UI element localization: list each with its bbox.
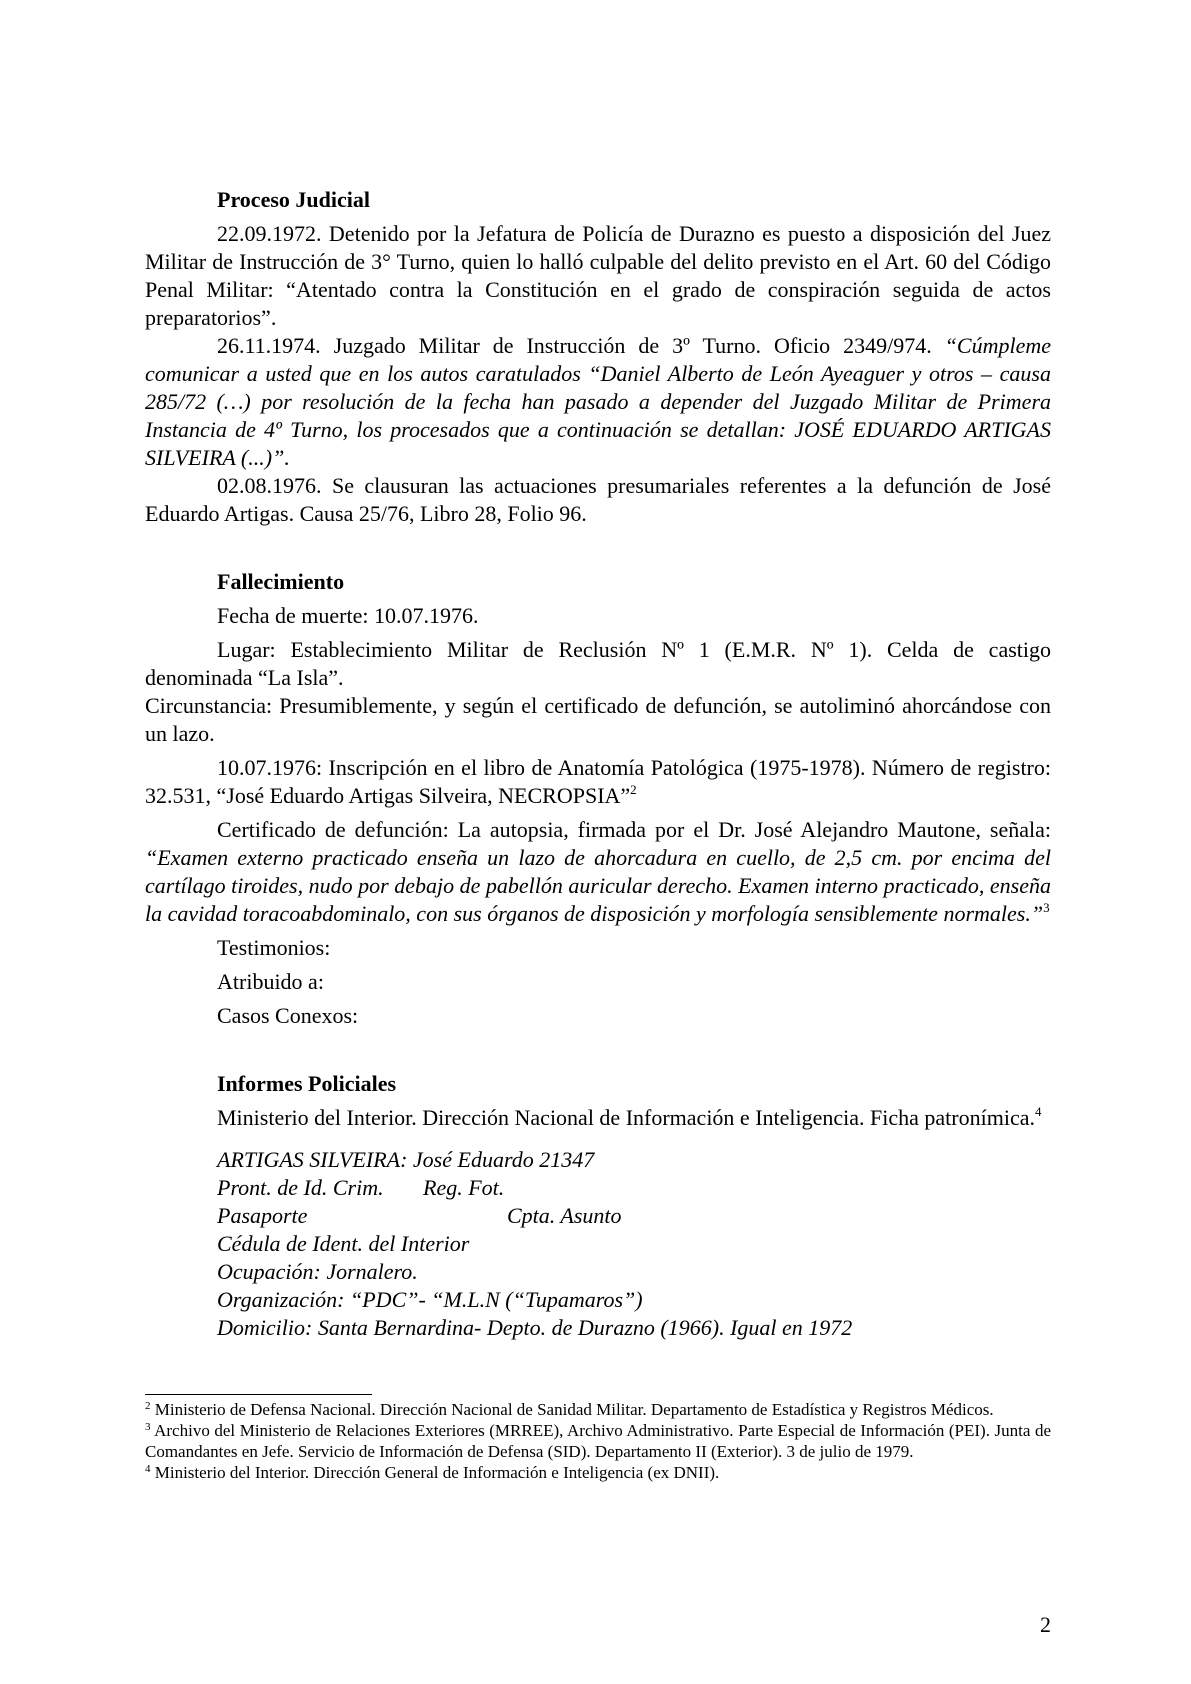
proceso-2-quote: “Cúmpleme comunicar a usted que en los autos caratulados “Daniel Alberto de León Ayeaguer y otros – causa 285/72 (…) por resolución de la fecha han pasado a depender del Juzgado Militar de Primera Instancia de 4º Turno, los procesados que a continuación se detallan: JOSÉ EDUARDO ARTIGAS SILVEIRA (...)”. — [145, 333, 1051, 470]
lugar: Lugar: Establecimiento Militar de Reclusión Nº 1 (E.M.R. Nº 1). Celda de castigo denominada “La Isla”. — [145, 637, 1051, 690]
ficha-cpta-asunto: Cpta. Asunto — [507, 1203, 622, 1228]
casos-conexos: Casos Conexos: — [217, 1003, 359, 1028]
footnote-4-num: 4 — [145, 1463, 151, 1475]
paragraph-proceso-3: 02.08.1976. Se clausuran las actuaciones presumariales referentes a la defunción de José Eduardo Artigas. Causa 25/76, Libro 28, Folio 96. — [145, 473, 1051, 526]
footnote-2-num: 2 — [145, 1400, 151, 1412]
ficha-patronimica — [145, 1146, 1051, 1342]
footnote-2 — [145, 1399, 1051, 1420]
ficha-line-5: Ocupación: Jornalero. — [217, 1259, 418, 1284]
document-body — [145, 186, 1051, 1342]
paragraph-proceso-1: 22.09.1972. Detenido por la Jefatura de Policía de Durazno es puesto a disposición del Juez Militar de Instrucción de 3° Turno, quien lo halló culpable del delito previsto en el Art. 60 del Código Penal Militar: “Atentado contra la Constitución en el grado de conspiración seguida de actos preparatorios”. — [145, 221, 1051, 330]
footnote-2-text: Ministerio de Defensa Nacional. Dirección Nacional de Sanidad Militar. Departamento de Estadística y Registros Médicos. — [150, 1400, 994, 1419]
certificado-text: Certificado de defunción: La autopsia, firmada por el Dr. José Alejandro Mautone, señala: — [217, 817, 1051, 842]
footnote-4 — [145, 1462, 1051, 1483]
inscripcion — [145, 754, 1051, 810]
inscripcion-text: 10.07.1976: Inscripción en el libro de Anatomía Patológica (1975-1978). Número de registro: 32.531, “José Eduardo Artigas Silveira, NECROPSIA” — [145, 755, 1051, 808]
testimonios: Testimonios: — [217, 935, 331, 960]
certificado-quote: “Examen externo practicado enseña un lazo de ahorcadura en cuello, de 2,5 cm. por encima del cartílago tiroides, nudo por debajo de pabellón auricular derecho. Examen interno practicado, enseña la cavidad toracoabdominalo, con sus órganos de disposición y morfología sensiblemente normales.” — [145, 845, 1051, 926]
footnote-3-text: Archivo del Ministerio de Relaciones Exteriores (MRREE), Archivo Administrativo. Parte Especial de Información (PEI). Junta de Comandantes en Jefe. Servicio de Información de Defensa (SID). Departamento II (Exterior). 3 de julio de 1979. — [145, 1421, 1051, 1461]
atribuido: Atribuido a: — [217, 969, 324, 994]
ficha-line-1: ARTIGAS SILVEIRA: José Eduardo 21347 — [217, 1147, 595, 1172]
section-heading-proceso: Proceso Judicial — [217, 187, 370, 212]
circunstancia: Circunstancia: Presumiblemente, y según el certificado de defunción, se autoliminó ahorcándose con un lazo. — [145, 693, 1051, 746]
footnote-4-text: Ministerio del Interior. Dirección General de Información e Inteligencia (ex DNII). — [150, 1463, 720, 1482]
fecha-muerte: Fecha de muerte: 10.07.1976. — [217, 603, 479, 628]
proceso-2-text: 26.11.1974. Juzgado Militar de Instrucción de 3º Turno. Oficio 2349/974. — [217, 333, 945, 358]
footnote-ref-2: 2 — [630, 782, 637, 797]
ficha-reg-fot: Reg. Fot. — [423, 1175, 505, 1200]
certificado — [145, 816, 1051, 928]
informes-intro-text: Ministerio del Interior. Dirección Nacional de Información e Inteligencia. Ficha patronímica. — [217, 1105, 1035, 1130]
ficha-line-6: Organización: “PDC”- “M.L.N (“Tupamaros”) — [217, 1287, 643, 1312]
paragraph-proceso-2 — [145, 332, 1051, 472]
footnote-ref-4: 4 — [1034, 1104, 1042, 1119]
ficha-line-3 — [217, 1202, 1051, 1230]
footnote-separator — [145, 1394, 372, 1395]
footnotes — [145, 1394, 1051, 1483]
section-heading-informes: Informes Policiales — [217, 1071, 397, 1096]
informes-intro — [145, 1104, 1051, 1132]
ficha-pasaporte: Pasaporte — [217, 1203, 308, 1228]
section-heading-fallecimiento: Fallecimiento — [217, 569, 345, 594]
ficha-line-4: Cédula de Ident. del Interior — [217, 1231, 470, 1256]
ficha-line-7: Domicilio: Santa Bernardina- Depto. de Durazno (1966). Igual en 1972 — [217, 1315, 853, 1340]
page-number: 2 — [1040, 1612, 1051, 1637]
footnote-3-num: 3 — [145, 1421, 151, 1433]
footnote-ref-3: 3 — [1043, 900, 1050, 915]
ficha-pront: Pront. de Id. Crim. — [217, 1175, 384, 1200]
footnote-3 — [145, 1420, 1051, 1462]
ficha-line-2 — [217, 1174, 1051, 1202]
